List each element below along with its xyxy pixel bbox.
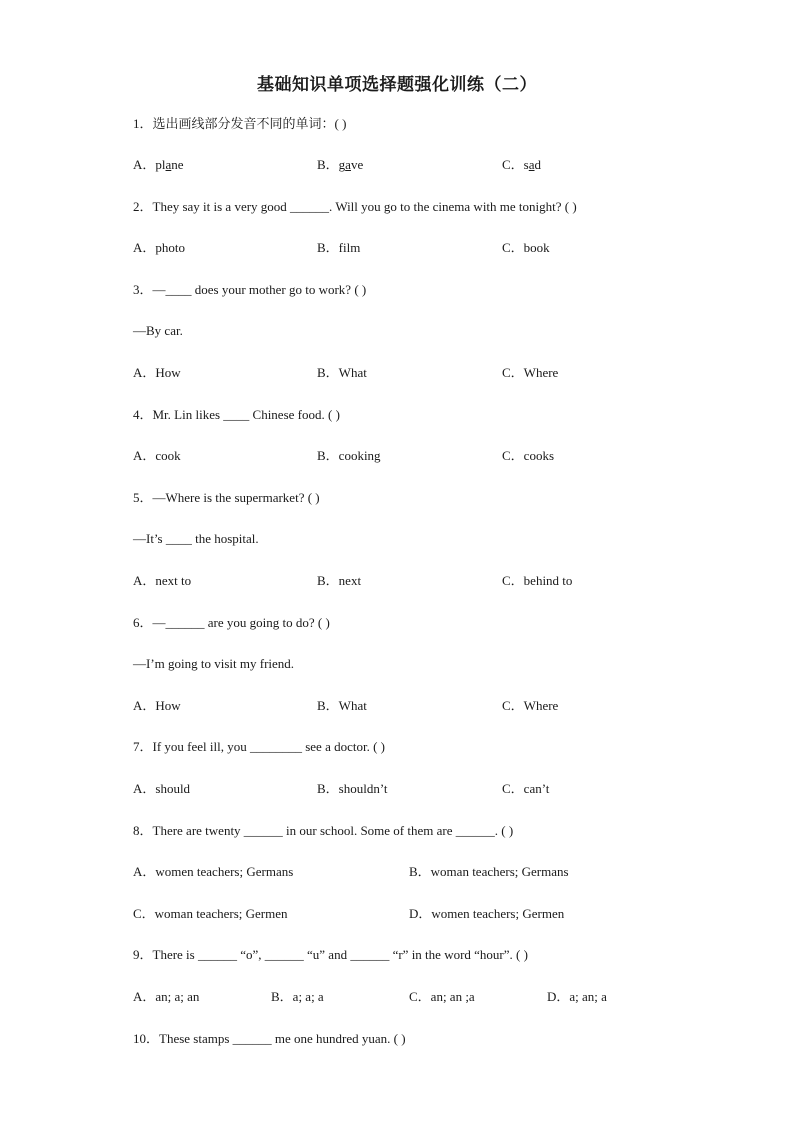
question-8-option-b[interactable]: B．woman teachers; Germans	[409, 864, 569, 879]
question-9-option-c[interactable]: C．an; an ;a	[409, 989, 475, 1004]
question-8-option-a[interactable]: A．women teachers; Germans	[133, 864, 294, 879]
question-5-dialog: —It’s ____ the hospital.	[133, 531, 259, 546]
option-letter: B．	[317, 157, 339, 172]
question-5-stem: 5．—Where is the supermarket? ( )	[133, 490, 320, 505]
question-9-option-a[interactable]: A．an; a; an	[133, 989, 200, 1004]
underlined-letter: a	[528, 157, 535, 172]
question-2-option-b[interactable]: B．film	[317, 240, 361, 255]
question-3-option-a[interactable]: A．How	[133, 365, 181, 380]
underlined-letter: a	[165, 157, 172, 172]
question-10-stem: 10．These stamps ______ me one hundred yuan. ( )	[133, 1031, 406, 1046]
question-5-option-c[interactable]: C．behind to	[502, 573, 573, 588]
question-4-option-a[interactable]: A．cook	[133, 448, 181, 463]
question-8-option-d[interactable]: D．women teachers; Germen	[409, 906, 565, 921]
word-part: ve	[350, 157, 364, 172]
question-2-stem: 2．They say it is a very good ______. Will you go to the cinema with me tonight? ( )	[133, 199, 577, 214]
question-1-option-a[interactable]	[133, 157, 184, 173]
question-7-stem: 7．If you feel ill, you ________ see a doctor. ( )	[133, 739, 385, 754]
question-5-option-a[interactable]: A．next to	[133, 573, 192, 588]
word-part: g	[338, 157, 346, 172]
question-2-option-a[interactable]: A．photo	[133, 240, 186, 255]
question-8-stem: 8．There are twenty ______ in our school. Some of them are ______. ( )	[133, 823, 514, 838]
word-part: s	[523, 157, 529, 172]
word-part: pl	[155, 157, 166, 172]
question-9-stem: 9．There is ______ “o”, ______ “u” and ______ “r” in the word “hour”. ( )	[133, 947, 528, 962]
question-1-option-b[interactable]	[317, 157, 363, 173]
question-7-option-b[interactable]: B．shouldn’t	[317, 781, 388, 796]
question-3-stem: 3．—____ does your mother go to work? ( )	[133, 282, 367, 297]
question-1-option-c[interactable]	[502, 157, 541, 173]
word-part: d	[534, 157, 542, 172]
question-8-option-c[interactable]: C．woman teachers; Germen	[133, 906, 288, 921]
option-letter: C．	[502, 157, 524, 172]
underlined-letter: a	[345, 157, 351, 172]
question-9-option-d[interactable]: D．a; an; a	[547, 989, 607, 1004]
question-5-option-b[interactable]: B．next	[317, 573, 362, 588]
question-6-dialog: —I’m going to visit my friend.	[133, 656, 295, 671]
option-letter: A．	[133, 157, 156, 172]
question-4-stem: 4．Mr. Lin likes ____ Chinese food. ( )	[133, 407, 340, 422]
question-3-option-c[interactable]: C．Where	[502, 365, 559, 380]
question-7-option-a[interactable]: A．should	[133, 781, 191, 796]
question-6-option-c[interactable]: C．Where	[502, 698, 559, 713]
page-title: 基础知识单项选择题强化训练（二）	[257, 75, 537, 95]
question-3-option-b[interactable]: B．What	[317, 365, 367, 380]
question-6-option-a[interactable]: A．How	[133, 698, 181, 713]
question-7-option-c[interactable]: C．can’t	[502, 781, 550, 796]
question-4-option-c[interactable]: C．cooks	[502, 448, 555, 463]
question-6-stem: 6．—______ are you going to do? ( )	[133, 615, 330, 630]
question-4-option-b[interactable]: B．cooking	[317, 448, 381, 463]
question-6-option-b[interactable]: B．What	[317, 698, 367, 713]
word-part: ne	[171, 157, 184, 172]
question-1-stem: 1．选出画线部分发音不同的单词：( )	[133, 116, 347, 131]
question-2-option-c[interactable]: C．book	[502, 240, 550, 255]
question-9-option-b[interactable]: B．a; a; a	[271, 989, 324, 1004]
question-3-dialog: —By car.	[133, 323, 183, 338]
